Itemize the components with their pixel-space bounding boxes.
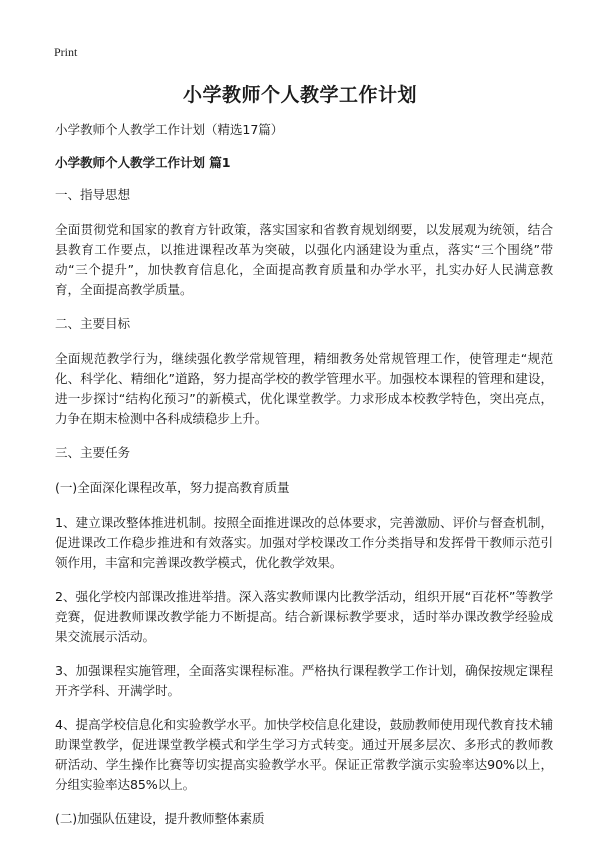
paragraph-guiding-thought: 全面贯彻党和国家的教育方针政策，落实国家和省教育规划纲要，以发展观为统领，结合县教育工作要点，以推进课程改革为突破，以强化内涵建设为重点，落实“三个围绕”带动“三个提升”，加快教育信息化，全面提高教育质量和办学水平，扎实办好人民满意教育，全面提高教学质量。 <box>55 222 553 297</box>
print-link[interactable]: Print <box>54 45 78 59</box>
task-item-2: 2、强化学校内部课改推进举措。深入落实教师课内比教学活动，组织开展“百花杯”等教学竞赛，促进教师课改教学能力不断提高。结合新课标教学要求，适时举办课改教学经验成果交流展示活动。 <box>55 589 553 644</box>
section-title: 小学教师个人教学工作计划 篇1 <box>55 155 231 170</box>
document-title: 小学教师个人教学工作计划 <box>182 84 417 106</box>
paragraph-main-goals: 全面规范教学行为，继续强化教学常规管理，精细教务处常规管理工作，使管理走“规范化、科学化、精细化”道路，努力提高学校的教学管理水平。加强校本课程的管理和建设，进一步探讨“结构化预习”的新模式，优化课堂教学。力求形成本校教学特色，突出亮点，力争在期末检测中各科成绩稳步上升。 <box>55 351 553 426</box>
document-body <box>55 120 553 844</box>
task-item-4: 4、提高学校信息化和实验教学水平。加快学校信息化建设，鼓励教师使用现代教育技术辅助课堂教学，促进课堂教学模式和学生学习方式转变。通过开展多层次、多形式的教师教研活动、学生操作比赛等切实提高实验教学水平。保证正常教学演示实验率达90%以上，分组实验率达85%以上。 <box>55 717 553 792</box>
subheading-deepen-reform: (一)全面深化课程改革，努力提高教育质量 <box>55 480 290 495</box>
task-item-1: 1、建立课改整体推进机制。按照全面推进课改的总体要求，完善激励、评价与督查机制，促进课改工作稳步推进和有效落实。加强对学校课改工作分类指导和发挥骨干教师示范引领作用，丰富和完善课改教学模式，优化教学效果。 <box>55 515 553 570</box>
heading-guiding-thought: 一、指导思想 <box>55 187 130 202</box>
heading-main-tasks: 三、主要任务 <box>55 445 130 460</box>
subheading-team-building: (二)加强队伍建设，提升教师整体素质 <box>55 811 265 826</box>
heading-main-goals: 二、主要目标 <box>55 316 130 331</box>
document-subtitle: 小学教师个人教学工作计划（精选17篇） <box>55 122 284 137</box>
task-item-3: 3、加强课程实施管理，全面落实课程标准。严格执行课程教学工作计划，确保按规定课程开齐学科、开满学时。 <box>55 663 553 698</box>
